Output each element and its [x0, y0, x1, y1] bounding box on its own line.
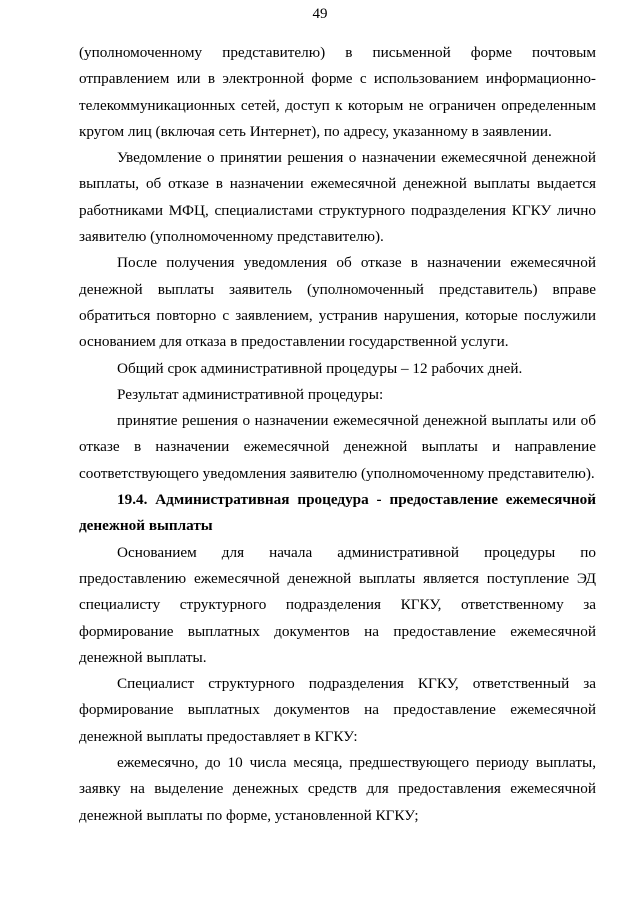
- paragraph-procedure-basis: Основанием для начала административной процедуры по предоставлению ежемесячной денежной выплаты является поступление ЭД специалисту структурного подразделения КГКУ, ответственному за формирование выплатных документов на предоставление ежемесячной денежной выплаты.: [79, 543, 596, 666]
- paragraph-procedure-term: Общий срок административной процедуры – 12 рабочих дней.: [117, 359, 523, 377]
- paragraph-repeat-application: После получения уведомления об отказе в назначении ежемесячной денежной выплаты заявитель (уполномоченный представитель) вправе обратиться повторно с заявлением, устранив нарушения, которые послужили основанием для отказа в предоставлении государственной услуги.: [79, 254, 596, 351]
- paragraph-delivery-method: (уполномоченному представителю) в письменной форме почтовым отправлением или в электронной форме с использованием информационно-телекоммуникационных сетей, доступ к которым не ограничен определенным кругом лиц (включая сеть Интернет), по адресу, указанному в заявлении.: [79, 44, 596, 140]
- page-number: 49: [312, 6, 328, 22]
- section-heading-19-4: 19.4. Административная процедура - предоставление ежемесячной денежной выплаты: [79, 491, 596, 535]
- page-body: [79, 40, 596, 829]
- paragraph-specialist-duty: Специалист структурного подразделения КГКУ, ответственный за формирование выплатных документов на предоставление ежемесячной денежной выплаты предоставляет в КГКУ:: [79, 675, 596, 745]
- paragraph-notification-issuance: Уведомление о принятии решения о назначении ежемесячной денежной выплаты, об отказе в назначении ежемесячной денежной выплаты выдается работниками МФЦ, специалистами структурного подразделения КГКУ лично заявителю (уполномоченному представителю).: [79, 149, 596, 246]
- paragraph-monthly-request: ежемесячно, до 10 числа месяца, предшествующего периоду выплаты, заявку на выделение денежных средств для предоставления ежемесячной денежной выплаты по форме, установленной КГКУ;: [79, 754, 596, 824]
- paragraph-procedure-result-label: Результат административной процедуры:: [117, 385, 384, 403]
- paragraph-procedure-result: принятие решения о назначении ежемесячной денежной выплаты или об отказе в назначении ежемесячной денежной выплаты и направление соответствующего уведомления заявителю (уполномоченному представителю).: [79, 412, 596, 482]
